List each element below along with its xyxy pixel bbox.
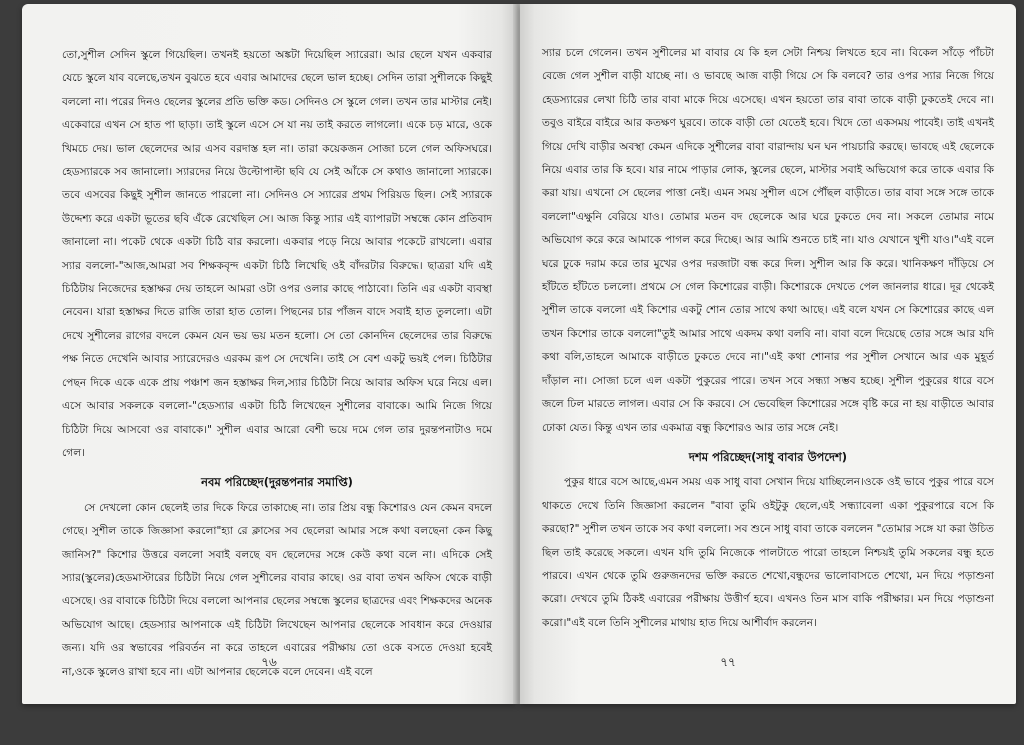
open-book: [8, 0, 1024, 745]
right-paragraph-2: পুকুর ধারে বসে আছে,এমন সময় এক সাধু বাবা সেখান দিয়ে যাচ্ছিলেন।ওকে ওই ভাবে পুকুর পারে বসে থাকতে দেখে তিনি জিজ্ঞাসা করলেন "বাবা তুমি ওইটুকু ছেলে,এই সন্ধ্যাবেলা একা পুকুরপারে বসে কি করছো?" সুশীল তখন তাকে সব কথা বললো। সব শুনে সাধু বাবা তাকে বললেন "তোমার সঙ্গে যা করা উচিত ছিল তাই করেছে সকলে। এখন যদি তুমি নিজেকে পালটাতে পারো তাহলে নিশ্চয়ই তুমি সকলের বন্ধু হতে পারবে। এখন থেকে তুমি গুরুজনদের ভক্তি করতে শেখো,বন্ধুদের ভালোবাসতে শেখো, মন দিয়ে পড়াশুনা করো। দেখবে তুমি ঠিকই এবারের পরীক্ষায় উত্তীর্ণ হবে। এখনও তিন মাস বাকি পরীক্ষার। মন দিয়ে পড়াশুনা করো।"এই বলে তিনি সুশীলের মাথায় হাত দিয়ে আশীর্বাদ করলেন।: [542, 476, 994, 629]
chapter-heading-ten: দশম পরিচ্ছেদ(সাধু বাবার উপদেশ): [688, 449, 848, 464]
right-paragraph-1: স্যার চলে গেলেন। তখন সুশীলের মা বাবার যে কি হল সেটা নিশ্চয় লিখতে হবে না। বিকেল সাঁড়ে পাঁচটা বেজে গেল সুশীল বাড়ী যাচ্ছে না। ও ভাবছে আজ বাড়ী গিয়ে সে কি বলবে? তার ওপর স্যার নিজে গিয়ে হেডস্যারের লেখা চিঠি তার বাবা মাকে দিয়ে এসেছে। এখন হয়তো তার বাবা তাকে বাড়ী ঢুকতেই দেবে না। তবুও বাইরে বাইরে আর কতক্ষণ ঘুরবে। তাকে বাড়ী তো যেতেই হবে। খিদে তো একসময় পাবেই। তাই এখনই গিয়ে দেখি বাড়ীর অবস্থা কেমন এদিকে সুশীলের বাবা বারান্দায় ঘন ঘন পায়চারি করছে। ভাবছে এই ছেলেকে নিয়ে এবার তার কি হবে। যার নামে পাড়ার লোক, স্কুলের ছেলে, মাস্টার সবাই অভিযোগ করে তাকে এবার কি করা যায়। এখনো সে ছেলের পাত্তা নেই। এমন সময় সুশীল এসে পৌঁছল বাড়ীতে। তার বাবা সঙ্গে সঙ্গে তাকে বললো"এক্ষুনি বেরিয়ে যাও। তোমার মতন বদ ছেলেকে আর ঘরে ঢুকতে দেব না। সকলে তোমার নামে অভিযোগ করে করে আমাকে পাগল করে দিচ্ছে। আর আমি শুনতে চাই না। যাও যেখানে খুশী যাও।"এই বলে ঘরে ঢুকে দরাম করে তার মুখের ওপর দরজাটা বন্ধ করে দিল। সুশীল আর কি করে। খানিকক্ষণ দাঁড়িয়ে সে হাঁটতে হাঁটতে চললো। প্রথমে সে গেল কিশোরের বাড়ী। কিশোরকে দেখতে পেল জানলার ধারে। দূর থেকেই সুশীল তাকে বললো এই কিশোর একটু শোন তোর সাথে কথা আছে। এই বলে যখন সে কিশোরের কাছে এল তখন কিশোর তাকে বললো"তুই আমার সাথে একদম কথা বলবি না। বাবা বলে দিয়েছে তোর সঙ্গে আর যদি কথা বলি,তাহলে আমাকে বাড়ীতে ঢুকতে দেবে না।"এই কথা শোনার পর সুশীল সেখানে আর এক মুহূর্ত দাঁড়াল না। সোজা চলে এল একটা পুকুরের পারে। তখন সবে সন্ধ্যা সম্ভব হচ্ছে। সুশীল পুকুরের ধারে বসে জলে ঢিল মারতে লাগল। এবার সে কি করবে। সে ভেবেছিল কিশোরের সঙ্গে বৃষ্টি করে না হয় বাড়ীতে আবার ঢোকা যেত। কিন্তু এখন তার একমাত্র বন্ধু কিশোরও আর তার সঙ্গে নেই।: [542, 47, 994, 434]
right-page-text: [542, 42, 994, 635]
right-page: [520, 4, 1016, 704]
left-page-text: [62, 44, 492, 684]
right-page-number: ৭৭: [720, 655, 736, 669]
left-paragraph-1: তো,সুশীল সেদিন স্কুলে গিয়েছিল। তখনই হয়তো অঙ্কটা দিয়েছিল স্যারেরা। আর ছেলে যখন একবার যেচে স্কুলে যাব বলেছে,তখন বুঝতে হবে এবার আমাদের ছেলে ভাল হচ্ছে। সেদিন তারা সুশীলকে কিছুই বললো না। পরের দিনও ছেলের স্কুলের প্রতি ভক্তি কড। সেদিনও সে স্কুলে গেল। তখন তার মাস্টার নেই। একেবারে এখন সে হাত পা ছাড়া। তাই স্কুলে এসে সে যা নয় তাই করতে লাগলো। একে চড় মারে, ওকে খিমচে দেয়। ভাল ছেলেদের আর এসব বরদাস্ত হল না। তারা কয়েকজন সোজা চলে গেল অফিসঘরে। হেডস্যারকে সব জানালো। স্যারদের নিয়ে উল্টোপাল্টা ছবি যে সেই আঁকে সে কথাও জানালো স্যারকে। তবে এসবের কিছুই সুশীল জানতে পারলো না। সেদিনও সে স্যারের প্রথম পিরিয়ড ছিল। সেই স্যারকে উদ্দেশ্য করে একটা ভূতের ছবি এঁকে রেখেছিল সে। আজ কিন্তু স্যার এই ব্যাপারটা সম্বন্ধে কোন প্রতিবাদ জানালো না। পকেট থেকে একটা চিঠি বার করলো। একবার পড়ে নিয়ে আবার পকেটে রাখলো। এবার স্যার বললো-"আজ,আমরা সব শিক্ষকবৃন্দ একটা চিঠি লিখেছি ওই বাঁদরটার বিরুদ্ধে। ছাত্ররা যদি এই চিঠিটায় নিজেদের হস্তাক্ষর দেয় তাহলে আমরা ওটা ওপর ওলার কাছে পাঠাবো। তিনি এর একটা ব্যবস্থা নেবেন। যারা হস্তাক্ষর দিতে রাজি তারা হাত তোল। পিছনের চার পাঁজন বাদে সবাই হাত তুললো। এটা দেখে সুশীলের রাগের বদলে কেমন যেন ভয় ভয় মতন হলো। সে তো কোনদিন ছেলেদের তার বিরুদ্ধে পক্ষ নিতে দেখেনি আবার স্যারেদেরও এরকম রূপ সে দেখেনি। তাই সে বেশ একটু ভয়ই পেল। চিঠিটার পেছন দিকে একে একে প্রায় পঞ্চাশ জন হস্তাক্ষর দিল,স্যার চিঠিটা নিয়ে আবার অফিস ঘরে নিয়ে এল। এসে আবার সকলকে বললো-"হেডস্যার একটা চিঠি লিখেছেন সুশীলের বাবাকে। আমি নিজে গিয়ে চিঠিটা দিয়ে আসবো ওর বাবাকে।" সুশীল এবার আরো বেশী ভয়ে দমে গেল তার দুরন্তপনাটাও দমে গেল।: [62, 49, 492, 459]
left-page-number: ৭৬: [261, 655, 277, 669]
chapter-heading-nine: নবম পরিচ্ছেদ(দুরন্তপনার সমাপ্তি): [201, 475, 353, 490]
left-paragraph-2: সে দেখলো কোন ছেলেই তার দিকে ফিরে তাকাচ্ছে না। তার প্রিয় বন্ধু কিশোরও যেন কেমন বদলে গেছে। সুশীল তাকে জিজ্ঞাসা করলো"হ্যা রে ক্লাসের সব ছেলেরা আমার সঙ্গে কথা বলছেনা কেন কিছু জানিস?" কিশোর উত্তরে বললো সবাই বলছে বদ ছেলেদের সঙ্গে কেউ কথা বলে না। এদিকে সেই স্যার(স্কুলের)হেডমাস্টারের চিঠিটা নিয়ে গেল সুশীলের বাবার কাছে। ওর বাবা তখন অফিস থেকে বাড়ী এসেছে। ওর বাবাকে চিঠিটা দিয়ে বললো আপনার ছেলের সম্বন্ধে স্কুলের ছাত্রদের এবং শিক্ষকদের অনেক অভিযোগ আছে। হেডস্যার আপনাকে এই চিঠিটা লিখেছেন আপনার ছেলেকে সাবধান করে দেওয়ার জন্য। যদি ওর স্বভাবের পরিবর্তন না করে তাহলে এবারের পরীক্ষায় তো ওকে বসতে দেওয়া হবেই না,ওকে স্কুলেও রাখা হবে না। এটা আপনার ছেলেকে বলে দেবেন। এই বলে: [62, 501, 492, 678]
left-page: [22, 4, 516, 704]
